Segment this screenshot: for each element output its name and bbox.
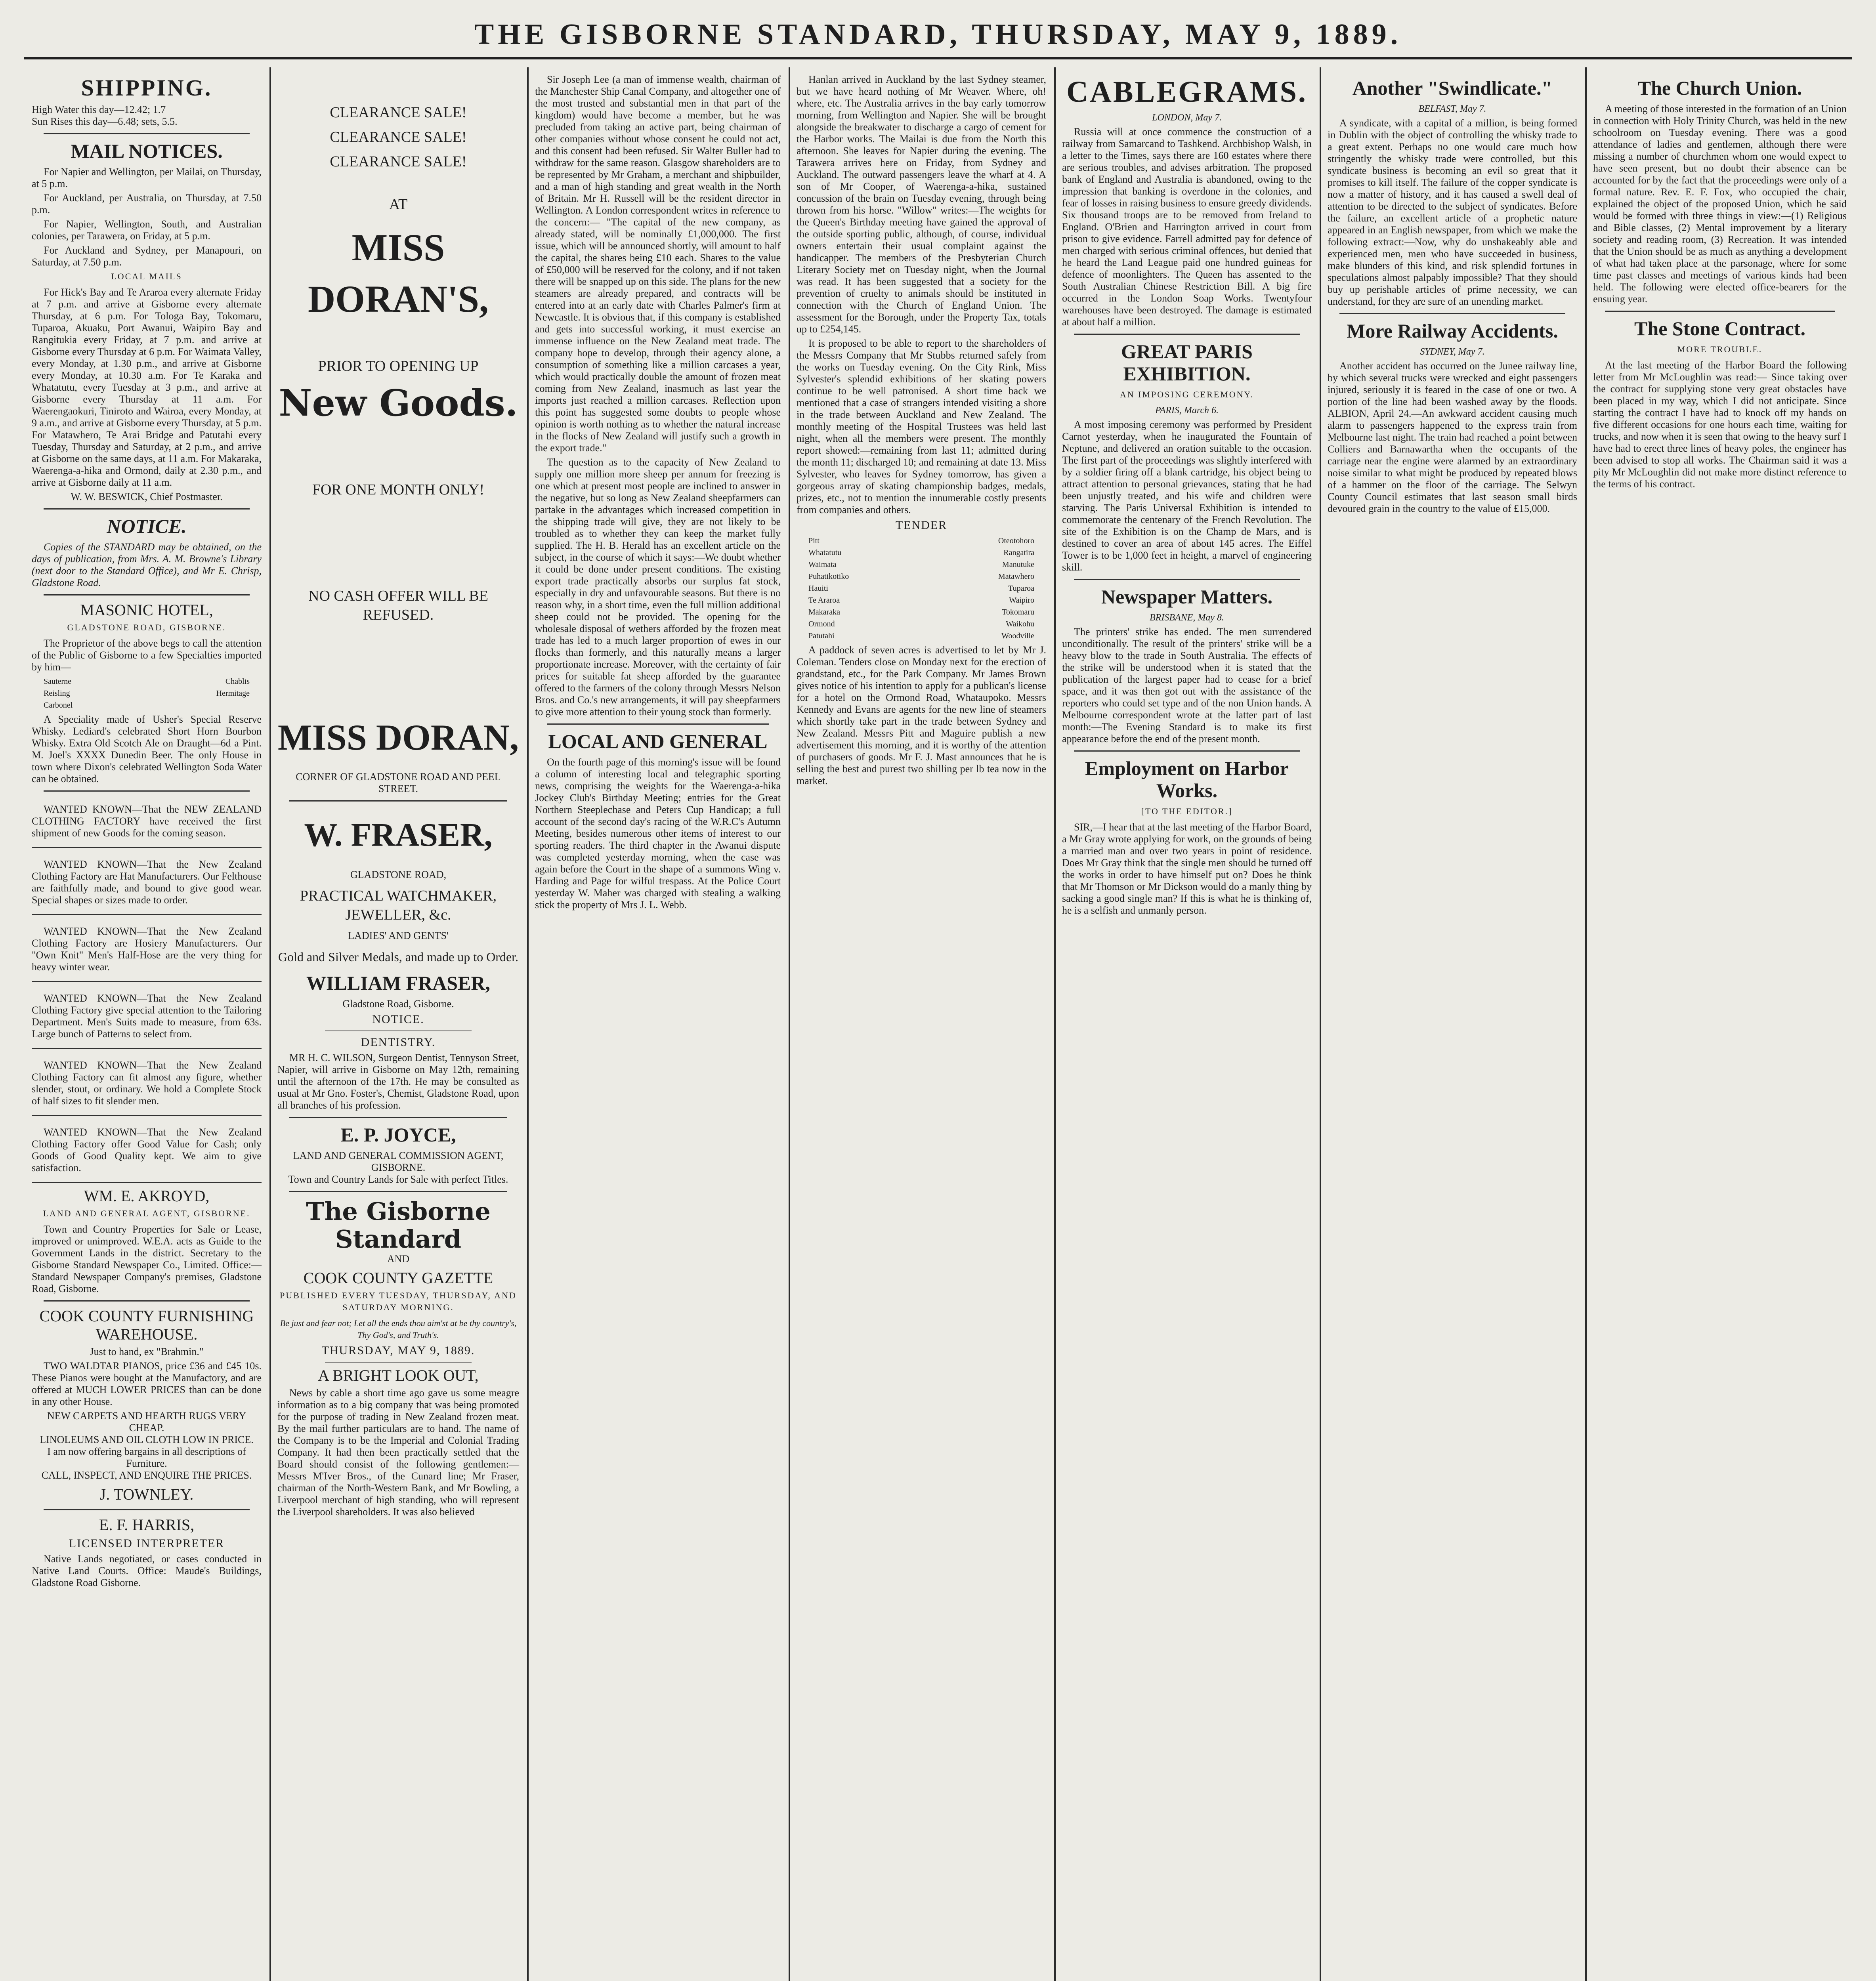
tender-name: Pitt	[808, 536, 820, 545]
column-rule	[527, 67, 529, 1981]
lookout-text: News by cable a short time ago gave us some meagre information as to a big company that was being promoted for the purpose of trading in New Zealand frozen meat. By the mail further particulars are to hand. The name of the Company is to be the Imperial and Colonial Trading Company. It had then been practically settled that the Board should consist of the following gentlemen:—Messrs M'Iver Bros., of the Cunard line; Mr Fraser, chairman of the North-Western Bank, and Mr Bowling, a Liverpool merchant of high standing, who will represent the Liverpool shareholders. It was also believed	[277, 1387, 519, 1517]
wanted-text: WANTED KNOWN—That the New Zealand Clothing Factory are Hat Manufacturers. Our Felthouse are faithfully made, and bound to give good wear. Special shapes or sizes made to order.	[32, 859, 262, 906]
notice-text: Copies of the STANDARD may be obtained, on the days of publication, from Mrs. A. M. Browne's Library (next door to the Standard Office), and Mr E. Chrisp, Gladstone Road.	[32, 541, 262, 588]
divider	[44, 1509, 250, 1510]
tender-name: Tuparoa	[1008, 584, 1034, 593]
church-heading: The Church Union.	[1637, 77, 1802, 99]
divider	[1074, 579, 1300, 580]
wanted-ad	[32, 1053, 262, 1116]
akroyd-sub: LAND AND GENERAL AGENT, GISBORNE.	[43, 1208, 250, 1218]
church-text: A meeting of those interested in the formation of an Union in connection with Holy Trinity Church, was held in the new schoolroom on Tuesday evening. There was a good attendance of ladies and gentlemen, although there were missing a number of churchmen whom one would expect to have seen present, but no doubt their absence can be accounted for by the fact that the proceedings were only of a formal nature. Rev. E. F. Fox, who occupied the chair, explained the object of the proposed Union, which he said would be formed with three things in view:—(1) Religious and Bible classes, (2) Mental improvement by a literary society and reading room, (3) Recreation. It was intended that the Union should be as much as anything a development of what had taken place at the parsonage, where for some time past classes and meetings of various kinds had been held. The following were elected office-bearers for the ensuing year.	[1593, 103, 1847, 305]
akroyd-heading: WM. E. AKROYD,	[84, 1187, 210, 1205]
divider	[1074, 750, 1300, 752]
divider	[289, 1191, 507, 1192]
wanted-text: WANTED KNOWN—That the New Zealand Clothing Factory can fit almost any figure, whether slender, stout, or ordinary. We hold a Complete Stock of half sizes to fit slender men.	[32, 1059, 262, 1107]
stone-sub: MORE TROUBLE.	[1677, 344, 1763, 354]
tender-row	[797, 618, 1046, 630]
paper-published: PUBLISHED EVERY TUESDAY, THURSDAY, AND SATURDAY MORNING.	[280, 1290, 517, 1312]
column-rule	[1585, 67, 1587, 1981]
dentist-text: MR H. C. WILSON, Surgeon Dentist, Tennyson Street, Napier, will arrive in Gisborne on May 12th, remaining until the afternoon of the 17th. He may be consulted as usual at Mr Gno. Foster's, Chemist, Gladstone Road, upon all branches of his profession.	[277, 1052, 519, 1111]
paris-sub: AN IMPOSING CEREMONY.	[1119, 389, 1254, 399]
tender-row	[797, 630, 1046, 642]
harris-sub: LICENSED INTERPRETER	[69, 1537, 225, 1550]
divider	[44, 790, 250, 792]
fraser-trade: PRACTICAL WATCHMAKER, JEWELLER, &c.	[300, 887, 497, 923]
doran-address: CORNER OF GLADSTONE ROAD AND PEEL STREET.	[296, 771, 501, 794]
dateline: LONDON, May 7.	[1152, 113, 1222, 123]
local-mails-heading: LOCAL MAILS	[111, 271, 182, 281]
dentistry-heading: DENTISTRY.	[361, 1036, 436, 1049]
tender-row	[797, 606, 1046, 618]
hotel-address: GLADSTONE ROAD, GISBORNE.	[67, 622, 226, 632]
tender-name: Te Araroa	[808, 596, 840, 605]
railway-text: Another accident has occurred on the Junee railway line, by which several trucks were wrecked and eight passengers injured, seriously it is feared in the case of one or two. A portion of the line had been washed away by the floods. ALBION, April 24.—An awkward accident causing much alarm to passengers happened to the express train from Melbourne last night. The train had reached a point between Colliers and Barnawartha when the occupants of the carriage near the engine were alarmed by an extraordinary noise similar to what might be produced by repeated blows of a hammer on the floor of the carriage. The Selwyn County Council estimates that last season small birds devoured grain in the country to the value of £15,000.	[1328, 360, 1577, 514]
stone-text: At the last meeting of the Harbor Board the following letter from Mr McLoughlin was read:— Since taking over the contract for supplying stone very great obstacles have been placed in my way, which I did not anticipate. Since starting the contract I have had to knock off my hands on five different occasions for one hours each time, waiting for trucks, and now when it is seen that owing to the heavy surf I have had to erect three lines of heavy poles, the engineer has been advised to stop all works. The Chairman said it was a pity Mr McLoughlin did not make more distinct reference to the terms of his contract.	[1593, 359, 1847, 490]
tender-name: Manutuke	[1002, 560, 1034, 569]
employment-text: SIR,—I hear that at the last meeting of the Harbor Board, a Mr Gray wrote applying for work, on the grounds of being a married man and over two years in point of residence. Does Mr Gray think that the single men should be turned off the works in order to have himself put on? Does he think that Mr Thomson or Mr Dickson would do a manly thing by sacking a good single man? If this is what he is thinking of, he is a selfish and unmanly person.	[1062, 821, 1312, 916]
wine: Reisling	[44, 689, 70, 698]
akroyd-text: Town and Country Properties for Sale or Lease, improved or unimproved. W.E.A. acts as Guide to the Government Lands in the district. Secretary to the Gisborne Standard Newspaper Co., Limited. Office:—Standard Newspaper Company's premises, Gladstone Road, Gisborne.	[32, 1223, 262, 1294]
tender-name: Waipiro	[1009, 596, 1034, 605]
tender-row	[797, 582, 1046, 594]
local-text: It is proposed to be able to report to the shareholders of the Messrs Company that Mr Stubbs returned safely from the works on Tuesday evening. On the City Rink, Miss Sylvester's splendid exhibitions of her skating powers continue to be well patronised. A short time back we mentioned that a case of strangers intended visiting a shore in the trade between Auckland and New Zealand. The monthly meeting of the Hospital Trustees was held last night, when all the members were present. The monthly report showed:—remaining from last 11; admitted during the month 11; discharged 10; and remaining at date 13. Miss Sylvester, who leaves for Sydney tomorrow, has given a gorgeous array of skating championship badges, medals, prizes, etc., not to mention the innumerable costly presents from companies and others.	[797, 338, 1046, 515]
store-name: MISS DORAN'S,	[308, 226, 489, 320]
tenders-heading: TENDER	[895, 519, 948, 532]
swindlicate-heading: Another "Swindlicate."	[1352, 77, 1553, 99]
local-text: Hanlan arrived in Auckland by the last Sydney steamer, but we have heard nothing of Mr Weaver. Where, oh! where, etc. The Australia arrives in the bay early tomorrow morning, from Wellington and Napier. She will be brought alongside the breakwater to discharge a cargo of cement for the Harbor works. The Mailai is due from the North this afternoon. She leaves for Napier during the evening. The Tarawera arrives here on Friday, from Sydney and Auckland. The outward passengers leave the wharf at 4. A son of Mr Cooper, of Waerenga-a-hika, sustained concussion of the brain on Tuesday evening, through being thrown from his horse. "Willow" writes:—The weights for the Queen's Birthday meeting have gained the approval of the outside sporting public, although, of course, individual owners entertain their usual complaint against the handicapper. The members of the Presbyterian Church Literary Society met on Tuesday night, when the Journal was read. It has been suggested that a society for the prevention of cruelty to animals should be instituted in connection with the Church of England Union. The assessment for the Borough, under the Property Tax, totals up to £254,145.	[797, 74, 1046, 335]
tender-name: Hauiti	[808, 584, 828, 593]
mail-heading: MAIL NOTICES.	[71, 140, 223, 162]
tender-name: Matawhero	[998, 572, 1034, 581]
column-4	[793, 71, 1050, 1981]
shipping-heading: SHIPPING.	[81, 75, 212, 101]
tender-row	[797, 547, 1046, 559]
cook-heading: COOK COUNTY FURNISHING WAREHOUSE.	[39, 1307, 254, 1343]
fraser-ladies: LADIES' AND GENTS'	[348, 930, 449, 941]
hotel-heading: MASONIC HOTEL,	[80, 601, 213, 619]
newspaper-heading: Newspaper Matters.	[1101, 586, 1273, 608]
tender-name: Oteotohoro	[998, 536, 1034, 545]
wanted-ad	[32, 986, 262, 1049]
hotel-more: A Speciality made of Usher's Special Reserve Whisky. Lediard's celebrated Short Horn Bourbon Whisky. Extra Old Scotch Ale on Draught—6d a Pint. M. Joel's XXXX Dunedin Beer. The only House in town where Dixon's celebrated Wellington Soda Water can be obtained.	[32, 714, 262, 784]
lookout-heading: A BRIGHT LOOK OUT,	[318, 1366, 479, 1384]
wanted-ad	[32, 919, 262, 982]
local-heading: LOCAL AND GENERAL	[548, 730, 768, 752]
postmaster: W. W. BESWICK, Chief Postmaster.	[71, 491, 223, 502]
divider	[44, 508, 250, 510]
cook-sub: Just to hand, ex "Brahmin."	[90, 1346, 204, 1357]
dateline: PARIS, March 6.	[1155, 405, 1219, 416]
column-rule	[1320, 67, 1321, 1981]
paris-text: A most imposing ceremony was performed by President Carnot yesterday, when he inaugurated the Fountain of Neptune, and delivered an oration suitable to the occasion. The first part of the proceedings was slightly interfered with by a soldier firing off a blank cartridge, his object being to attract attention to personal grievances, stating that he had been unjustly treated, and his wife and children were starving. The Paris Universal Exhibition is intended to commemorate the centenary of the French Revolution. The site of the Exhibition is on the Champ de Mars, and is destined to cover an area of about 145 acres. The Eiffel Tower is to be 1,000 feet in height, a marvel of engineering skill.	[1062, 419, 1312, 573]
clearance-line: CLEARANCE SALE!	[330, 129, 467, 145]
wine-row	[32, 687, 262, 699]
tender-name: Rangatira	[1003, 548, 1034, 557]
newspaper-text: The printers' strike has ended. The men surrendered unconditionally. The result of the printers' strike will be a heavy blow to the trade in South Australia. The effects of the strike will be understood when it is stated that the publication of the largest paper had to cease for a brief space, and it was then got out with the assistance of the reporters who could set type and of the non Union hands. A Melbourne correspondent wrote at the latter part of last month:—The Evening Standard is to make its first appearance before the end of the present month.	[1062, 626, 1312, 744]
wine: Chablis	[225, 677, 250, 686]
divider	[289, 800, 507, 802]
local-mails-text: For Hick's Bay and Te Araroa every alternate Friday at 7 p.m. and arrive at Gisborne every alternate Thursday, at 6 p.m. For Tologa Bay, Tokomaru, Tuparoa, Akuaku, Port Awanui, Waipiro Bay and Rangitukia every Friday, at 7 p.m. and arrive at Gisborne every Thursday at 6 p.m. For Waimata Valley, every Monday, at 1.30 p.m., and arrive at Gisborne every Monday, at 10.30 a.m. For Te Karaka and Whatatutu, every Tuesday at 3 p.m., and arrive at Gisborne every Thursday at 11 a.m. For Waerengaokuri, Tiniroto and Wairoa, every Monday, at 9 a.m., and arrive at Gisborne every Thursday, at 5 p.m. For Matawhero, Te Arai Bridge and Patutahi every Tuesday, Thursday and Saturday, at 2 p.m., and arrive at Gisborne on the same days, at 11 a.m. For Makaraka, Waerenga-a-hika and Ormond, daily at 2.30 p.m., and arrive at Gisborne daily at 11 a.m.	[32, 286, 262, 488]
cook-line: I am now offering bargains in all descriptions of Furniture.	[47, 1446, 246, 1469]
cook-line: NEW CARPETS AND HEARTH RUGS VERY CHEAP.	[47, 1410, 246, 1433]
notice-heading: NOTICE.	[372, 1013, 424, 1026]
paris-heading: GREAT PARIS EXHIBITION.	[1121, 340, 1253, 385]
paper-motto: Be just and fear not; Let all the ends thou aim'st at be thy country's, Thy God's, and Truth's.	[280, 1318, 517, 1340]
masthead	[24, 16, 1852, 59]
new-goods: New Goods.	[279, 382, 518, 424]
tender-name: Makaraka	[808, 608, 840, 616]
cablegrams-heading: CABLEGRAMS.	[1066, 75, 1307, 109]
tender-name: Woodville	[1001, 632, 1034, 640]
wanted-text: WANTED KNOWN—That the New Zealand Clothing Factory give special attention to the Tailoring Department. Men's Suits made to measure, from 63s. Large bunch of Patterns to select from.	[32, 992, 262, 1040]
mail-item: For Auckland and Sydney, per Manapouri, on Saturday, at 7.50 p.m.	[32, 244, 262, 268]
stone-heading: The Stone Contract.	[1634, 317, 1805, 340]
column-rule	[269, 67, 271, 1981]
wanted-ad	[32, 852, 262, 915]
column-rule	[1054, 67, 1056, 1981]
to-editor: [TO THE EDITOR.]	[1141, 806, 1233, 816]
tender-name: Waimata	[808, 560, 837, 569]
tender-name: Puhatikotiko	[808, 572, 849, 581]
doran-name: MISS DORAN,	[277, 717, 519, 758]
cook-line: CALL, INSPECT, AND ENQUIRE THE PRICES.	[41, 1470, 252, 1481]
dateline: BELFAST, May 7.	[1418, 104, 1486, 114]
mail-item: For Napier and Wellington, per Mailai, on Thursday, at 5 p.m.	[32, 166, 262, 189]
swindlicate-text: A syndicate, with a capital of a million, is being formed in Dublin with the object of controlling the whisky trade to a great extent. Perhaps no one would care much how stringently the whisky trade were controlled, but this syndicate business is becoming an evil so great that it promises to kill itself. The failure of the copper syndicate is now a matter of history, and it has caused a swell deal of attention to be directed to the subject of syndicates. Before the failure, an excellent article of a prophetic nature appeared in an English newspaper, from which we make the following extract:—Now, why do unshakeably able and experienced men, men who have succeeded in business, make blunders of this kind, and risk splendid fortunes in speculations almost palpably impossible? That they should buy up perishable articles of prime necessity, we can understand, for they are sure of an unending market.	[1328, 117, 1577, 307]
joyce-text: Town and Country Lands for Sale with perfect Titles.	[288, 1174, 508, 1185]
divider	[325, 1362, 472, 1363]
wine: Sauterne	[44, 677, 71, 686]
paper-date: THURSDAY, MAY 9, 1889.	[321, 1344, 475, 1357]
column-rule	[789, 67, 790, 1981]
wine-row	[32, 699, 262, 711]
tender-name: Waikohu	[1006, 620, 1034, 628]
column-7	[1589, 71, 1851, 1981]
divider	[44, 594, 250, 595]
tender-name: Ormond	[808, 620, 835, 628]
divider	[547, 723, 769, 725]
tender-name: Whatatutu	[808, 548, 842, 557]
sun-line: Sun Rises this day—6.48; sets, 5.5.	[32, 116, 178, 127]
tender-row	[797, 571, 1046, 582]
fraser-road: GLADSTONE ROAD,	[350, 869, 447, 880]
tender-row	[797, 535, 1046, 547]
mail-item: For Napier, Wellington, South, and Australian colonies, per Tarawera, on Friday, at 5 p.m.	[32, 218, 262, 242]
dateline: BRISBANE, May 8.	[1150, 613, 1224, 623]
paper-subtitle: COOK COUNTY GAZETTE	[303, 1269, 493, 1287]
divider	[1605, 311, 1835, 312]
cook-line: LINOLEUMS AND OIL CLOTH LOW IN PRICE.	[40, 1434, 254, 1445]
wanted-text: WANTED KNOWN—That the New Zealand Clothing Factory offer Good Value for Cash; only Goods of Good Quality kept. We aim to give satisfaction.	[32, 1126, 262, 1174]
tender-row	[797, 594, 1046, 606]
wanted-text: WANTED KNOWN—That the NEW ZEALAND CLOTHING FACTORY have received the first shipment of new Goods for the coming season.	[32, 803, 262, 839]
column-1	[28, 71, 266, 1981]
wanted-ad	[32, 797, 262, 848]
tender-name: Tokomaru	[1002, 608, 1034, 616]
divider	[289, 1117, 507, 1118]
column-6	[1324, 71, 1581, 1981]
divider	[44, 1300, 250, 1302]
cable-text: Russia will at once commence the construction of a railway from Samarcand to Tashkend. Archbishop Walsh, in a letter to the Times, says there are 160 estates where there are serious troubles, and advises arbitration. The proposed bank of England and Australia is abandoned, owing to the impression that banking is overdone in the colonies, and fear of losses in raising business to ensure greedy dividends. Six thousand troops are to be removed from Ireland to England. O'Brien and Harrington arrived in court from prison to give evidence. Farrell admitted pay for defence of men charged with serious criminal offences, but denied that he heard the Land League paid one hundred guineas for defence of moonlighters. The Queen has assented to the South Australian Chinese Restriction Bill. A big fire occurred in the London Soap Works. Twentyfour warehouses have been destroyed. The damage is estimated at about half a million.	[1062, 126, 1312, 328]
local-text: On the fourth page of this morning's issue will be found a column of interesting local and telegraphic sporting news, comprising the weights for the Waerenga-a-hika Jockey Club's Birthday Meeting; entries for the Great Northern Steeplechase and Peters Cup Handicap; a full account of the second day's racing of the W.R.C's Autumn Meeting, besides numerous other items of interest to our sporting readers. The third chapter in the Awanui dispute was completed yesterday morning, when the case was again before the Court in the shape of a summons Wing v. Harding and Page for wilful trespass. At the Police Court yesterday W. Maher was charged with stealing a walking stick the property of Mrs J. L. Webb.	[535, 756, 781, 910]
employment-heading: Employment on Harbor Works.	[1085, 757, 1289, 802]
cash-line: NO CASH OFFER WILL BE REFUSED.	[308, 588, 488, 623]
cook-text: TWO WALDTAR PIANOS, price £36 and £45 10s. These Pianos were bought at the Manufactory, and are offered at MUCH LOWER PRICES than can be done in any other House.	[32, 1360, 262, 1407]
article-text: Sir Joseph Lee (a man of immense wealth, chairman of the Manchester Ship Canal Company, and altogether one of the most trusted and substantial men in that part of the kingdom) would have become a member, but he was precluded from taking an active part, being chairman of other companies without whose consent he could not act, and this consent had been refused. Sir Walter Buller had to withdraw for the same reason. Glasgow shareholders are to be represented by Mr Graham, a merchant and shipbuilder, and a man of high standing and great wealth in the North of Britain. Mr H. Russell will be the resident director in Wellington. A London correspondent writes in reference to the concern:— "The capital of the new company, as already stated, will be nominally £1,000,000. The first issue, which will be announced shortly, will amount to half the capital, the shares being £10 each. Shares to the value of £50,000 will be reserved for the colony, and if not taken there will be snapped up on this side. The plans for the new steamers are already prepared, and contracts will be entered into at an early date with Charles Palmer's firm at Newcastle. It is obvious that, if this company is established and gets into successful working, it must exercise an immense influence on the New Zealand meat trade. The company hope to develop, through their agency alone, a consumption of something like a million carcases a year, which would practically double the amount of frozen meat coming from New Zealand, inasmuch as last year the imports just reached a million carcases. Reflection upon this point has suggested some doubts to people whose opinion is worth nothing as to whether the natural increase in the flocks of New Zealand will justify such a growth in the export trade."	[535, 74, 781, 454]
dateline: SYDNEY, May 7.	[1420, 347, 1485, 357]
fraser-name: WILLIAM FRASER,	[306, 972, 490, 994]
paper-title: The Gisborne Standard	[306, 1197, 491, 1254]
divider	[44, 133, 250, 134]
at-line: AT	[389, 196, 408, 213]
harris-text: Native Lands negotiated, or cases conducted in Native Land Courts. Office: Maude's Buildings, Gladstone Road Gisborne.	[32, 1553, 262, 1588]
wine: Carbonel	[44, 701, 73, 710]
month-line: FOR ONE MONTH ONLY!	[312, 481, 485, 498]
fraser-address: Gladstone Road, Gisborne.	[342, 998, 454, 1010]
column-5	[1058, 71, 1316, 1981]
tender-row	[797, 559, 1046, 571]
prior-line: PRIOR TO OPENING UP	[318, 358, 479, 374]
wine-row	[32, 676, 262, 687]
joyce-heading: E. P. JOYCE,	[340, 1124, 456, 1146]
masthead-title: THE GISBORNE STANDARD, THURSDAY, MAY 9, 1889.	[474, 18, 1402, 51]
paper-and: AND	[387, 1253, 410, 1265]
notice-heading: NOTICE.	[107, 515, 187, 537]
joyce-sub: LAND AND GENERAL COMMISSION AGENT, GISBORNE.	[293, 1150, 504, 1173]
tender-name: Patutahi	[808, 632, 835, 640]
tide-line: High Water this day—12.42; 1.7	[32, 104, 166, 115]
wine: Hermitage	[216, 689, 250, 698]
railway-heading: More Railway Accidents.	[1347, 320, 1558, 342]
local-text: A paddock of seven acres is advertised to let by Mr J. Coleman. Tenders close on Monday next for the erection of grandstand, etc., for the Park Company. Mr James Brown gives notice of his intention to apply for a publican's license for a hotel on the Ormond Road, Whataupoko. Messrs Kennedy and Evans are agents for the new line of steamers which shortly take part in the trade between Sydney and New Zealand. Messrs Pitt and Maguire publish a new advertisement this morning, and it is worthy of the attention of purchasers of goods. Mr F. J. Mast announces that he is selling the best and purest two shilling per lb tea now in the market.	[797, 644, 1046, 786]
fraser-heading: W. FRASER,	[304, 817, 493, 853]
fraser-gold: Gold and Silver Medals, and made up to Order.	[278, 950, 519, 964]
column-2	[273, 71, 523, 1981]
clearance-line: CLEARANCE SALE!	[330, 153, 467, 170]
column-3	[531, 71, 785, 1981]
divider	[1074, 334, 1300, 335]
cook-name: J. TOWNLEY.	[99, 1485, 194, 1503]
hotel-text: The Proprietor of the above begs to call the attention of the Public of Gisborne to a few Specialties imported by him—	[32, 637, 262, 673]
harris-heading: E. F. HARRIS,	[99, 1516, 195, 1534]
clearance-line: CLEARANCE SALE!	[330, 104, 467, 121]
wanted-ad	[32, 1120, 262, 1183]
mail-item: For Auckland, per Australia, on Thursday, at 7.50 p.m.	[32, 192, 262, 216]
divider	[1339, 313, 1565, 314]
wanted-text: WANTED KNOWN—That the New Zealand Clothing Factory are Hosiery Manufacturers. Our "Own Knit" Men's Half-Hose are the very thing for heavy winter wear.	[32, 926, 262, 973]
article-text: The question as to the capacity of New Zealand to supply one million more sheep per annum for freezing is one which at present most people are inclined to answer in the negative, but so long as New Zealand sheepfarmers can partake in the advantages which increased competition in the shipping trade will give, they are not likely to be troubled as to whether they can keep the market fully supplied. The H. B. Herald has an excellent article on the subject, in the course of which it says:—We doubt whether it could be done under present conditions. The existing export trade practically absorbs our surplus fat stock, especially in dry and unfavourable seasons. But there is no reason why, in a short time, even the full million additional sheep could not be provided. The opening for the wholesale disposal of wethers afforded by the frozen meat trade has led to a much larger proportion of ewes in our flocks than formerly, and this naturally means a larger proportionate increase. Moreover, with the certainty of fair prices for suitable fat sheep afforded by the guarantee offered to the farmers of the colony through Messrs Nelson Bros. and Co.'s new arrangements, it will pay sheepfarmers to give more attention to their young stock than formerly.	[535, 456, 781, 718]
